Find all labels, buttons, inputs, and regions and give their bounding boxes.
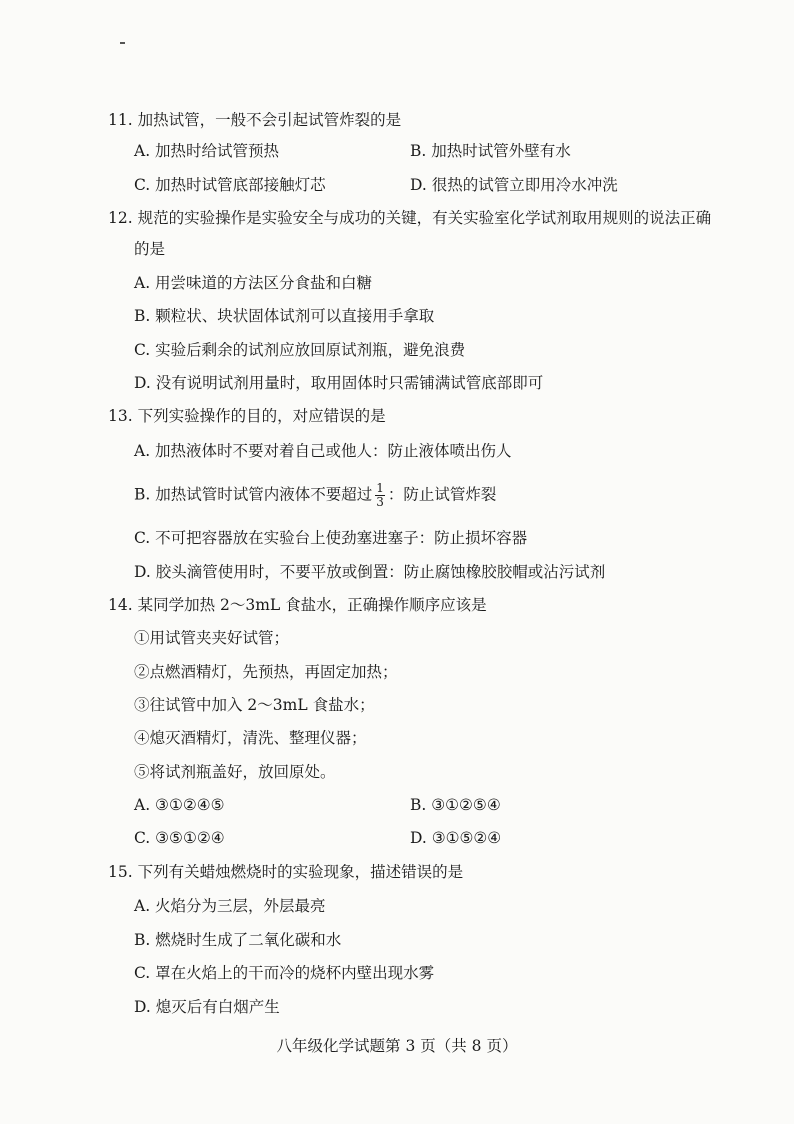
question-15-stem: 15. 下列有关蜡烛燃烧时的实验现象，描述错误的是 xyxy=(108,863,464,881)
question-12-stem-line1: 12. 规范的实验操作是实验安全与成功的关键，有关实验室化学试剂取用规则的说法正确 xyxy=(108,209,712,227)
question-13-option-c: C. 不可把容器放在实验台上使劲塞进塞子：防止损坏容器 xyxy=(134,529,528,547)
question-11-option-a: A. 加热时给试管预热 xyxy=(134,142,280,160)
question-11-option-b: B. 加热时试管外壁有水 xyxy=(410,142,571,160)
question-12-option-a: A. 用尝味道的方法区分食盐和白糖 xyxy=(134,274,373,292)
question-12-option-d: D. 没有说明试剂用量时，取用固体时只需铺满试管底部即可 xyxy=(134,374,544,392)
question-14-option-a: A. ③①②④⑤ xyxy=(134,796,225,814)
question-13-option-b xyxy=(134,482,496,509)
question-14-option-b: B. ③①②⑤④ xyxy=(410,796,501,814)
question-14-step-5: ⑤将试剂瓶盖好，放回原处。 xyxy=(134,763,336,781)
question-14-step-4: ④熄灭酒精灯，清洗、整理仪器； xyxy=(134,729,367,747)
question-13-stem: 13. 下列实验操作的目的，对应错误的是 xyxy=(108,407,386,425)
question-11-stem: 11. 加热试管，一般不会引起试管炸裂的是 xyxy=(108,111,402,129)
question-14-option-c: C. ③⑤①②④ xyxy=(134,829,225,847)
question-11-option-d: D. 很热的试管立即用冷水冲洗 xyxy=(410,176,618,194)
question-15-option-d: D. 熄灭后有白烟产生 xyxy=(134,998,280,1016)
question-14-step-3: ③往试管中加入 2～3mL 食盐水； xyxy=(134,696,375,714)
fraction-one-third xyxy=(375,482,385,509)
question-11-option-c: C. 加热时试管底部接触灯芯 xyxy=(134,176,326,194)
question-12-option-c: C. 实验后剩余的试剂应放回原试剂瓶，避免浪费 xyxy=(134,341,466,359)
question-15-option-b: B. 燃烧时生成了二氧化碳和水 xyxy=(134,931,342,949)
fraction-denominator: 3 xyxy=(376,495,384,509)
question-14-step-2: ②点燃酒精灯，先预热，再固定加热； xyxy=(134,663,398,681)
question-14-step-1: ①用试管夹夹好试管； xyxy=(134,629,290,647)
question-13-option-b-text: B. 加热试管时试管内液体不要超过 xyxy=(134,485,373,504)
question-13-option-b-purpose: ：防止试管炸裂 xyxy=(387,485,497,504)
page-footer: 八年级化学试题第 3 页（共 8 页） xyxy=(276,1037,518,1055)
fraction-numerator: 1 xyxy=(376,481,384,495)
question-14-option-d: D. ③①⑤②④ xyxy=(410,829,502,847)
scan-speck xyxy=(120,42,125,44)
question-15-option-a: A. 火焰分为三层，外层最亮 xyxy=(134,897,326,915)
question-15-option-c: C. 罩在火焰上的干而冷的烧杯内壁出现水雾 xyxy=(134,964,435,982)
question-12-stem-line2: 的是 xyxy=(134,240,166,258)
question-12-option-b: B. 颗粒状、块状固体试剂可以直接用手拿取 xyxy=(134,307,435,325)
question-13-option-d: D. 胶头滴管使用时，不要平放或倒置：防止腐蚀橡胶胶帽或沾污试剂 xyxy=(134,563,606,581)
question-14-stem: 14. 某同学加热 2～3mL 食盐水，正确操作顺序应该是 xyxy=(108,596,487,614)
question-13-option-a: A. 加热液体时不要对着自己或他人：防止液体喷出伤人 xyxy=(134,442,512,460)
